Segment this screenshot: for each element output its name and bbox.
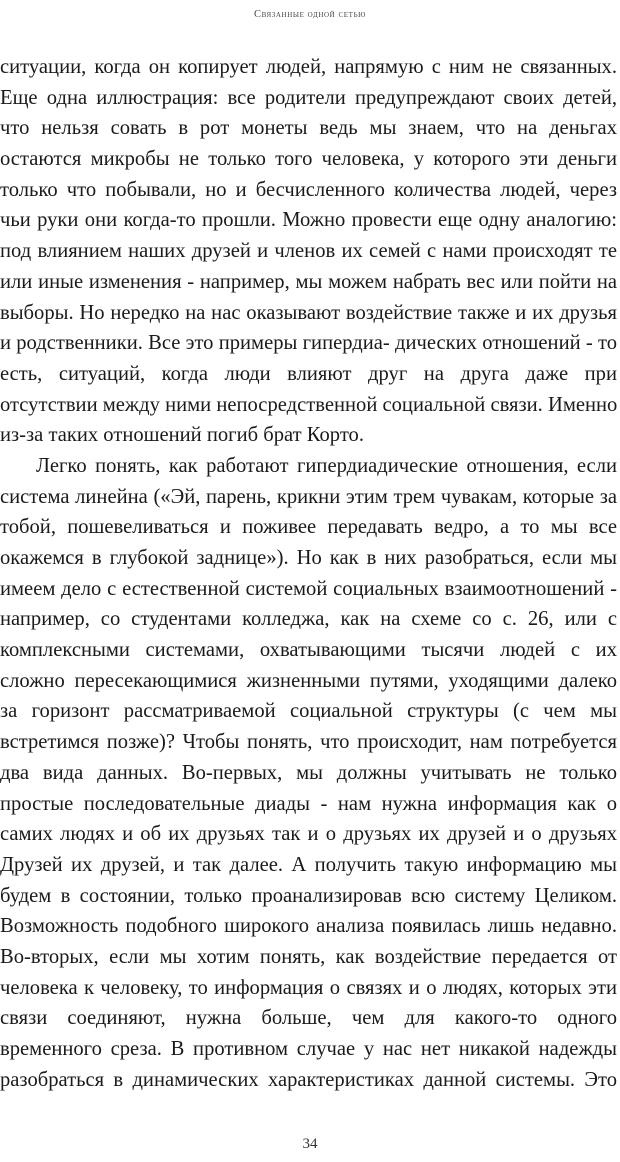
paragraph-first-line: Легко понять, как работают гипердиадические отношения, если bbox=[36, 454, 617, 477]
text-line: или иные изменения - например, мы можем набрать вес или пойти на bbox=[0, 270, 617, 293]
text-line: Возможность подобного широкого анализа появилась лишь недавно. bbox=[0, 915, 617, 938]
page-number: 34 bbox=[302, 1136, 318, 1152]
text-line: простые последовательные диады - нам нужна информация как о bbox=[0, 792, 617, 815]
text-line: Друзей их друзей, и так далее. А получить такую информацию мы bbox=[0, 853, 617, 876]
text-line: окажемся в глубокой заднице»). Но как в них разобраться, если мы bbox=[0, 547, 617, 569]
text-line: два вида данных. Во-первых, мы должны учитывать не только bbox=[0, 761, 617, 784]
text-line: разобраться в динамических характеристиках данной системы. Это bbox=[0, 1068, 617, 1091]
text-line: за горизонт рассматриваемой социальной структуры (с чем мы bbox=[0, 700, 617, 723]
text-line: выборы. Но нередко на нас оказывают воздействие также и их друзья bbox=[0, 301, 617, 324]
text-line: ситуации, когда он копирует людей, напрямую с ним не связанных. bbox=[0, 56, 617, 78]
text-line: и родственники. Все это примеры гипердиа- дических отношений - то bbox=[0, 332, 617, 355]
text-line: Еще одна иллюстрация: все родители предупреждают своих детей, bbox=[0, 86, 617, 109]
text-line: сложно пересекающимися жизненными путями, уходящими далеко bbox=[0, 669, 617, 692]
text-line: временного среза. В противном случае у нас нет никакой надежды bbox=[0, 1038, 617, 1060]
text-line: встретимся позже)? Чтобы понять, что происходит, нам потребуется bbox=[0, 731, 617, 754]
text-line: есть, ситуаций, когда люди влияют друг на друга даже при bbox=[0, 362, 617, 385]
text-line: чьи руки они когда-то прошли. Можно провести еще одну аналогию: bbox=[0, 209, 617, 232]
paragraph-end-line: из-за таких отношений погиб брат Корто. bbox=[0, 424, 364, 447]
text-line: тобой, пошевеливаться и поживее передавать ведро, а то мы все bbox=[0, 516, 617, 539]
text-line: Во-вторых, если мы хотим понять, как воздействие передается от bbox=[0, 945, 617, 968]
text-line: человека к человеку, то информация о связях и о людях, которых эти bbox=[0, 976, 617, 999]
text-line: самих людях и об их друзьях так и о друзьях их друзей и о друзьях bbox=[0, 823, 617, 846]
text-line: только что побывали, но и бесчисленного количества людей, через bbox=[0, 178, 617, 201]
running-header: Связанные одной сетью bbox=[254, 9, 366, 20]
text-line: например, со студентами колледжа, как на схеме со с. 26, или с bbox=[0, 608, 617, 631]
text-line: что нельзя совать в рот монеты ведь мы знаем, что на деньгах bbox=[0, 117, 617, 140]
text-line: отсутствии между ними непосредственной социальной связи. Именно bbox=[0, 393, 617, 416]
text-line: комплексными системами, охватывающими тысячи людей с их bbox=[0, 639, 617, 662]
text-line: имеем дело с естественной системой социальных взаимоотношений - bbox=[0, 577, 617, 600]
text-line: будем в состоянии, только проанализировав всю систему Целиком. bbox=[0, 884, 617, 907]
text-line: связи соединяют, нужна больше, чем для какого-то одного bbox=[0, 1007, 617, 1030]
body-text bbox=[0, 52, 617, 1095]
text-line: система линейна («Эй, парень, крикни этим трем чувакам, которые за bbox=[0, 485, 617, 508]
text-line: под влиянием наших друзей и членов их семей с нами происходят те bbox=[0, 240, 617, 263]
text-line: остаются микробы не только того человека, у которого эти деньги bbox=[0, 148, 617, 171]
